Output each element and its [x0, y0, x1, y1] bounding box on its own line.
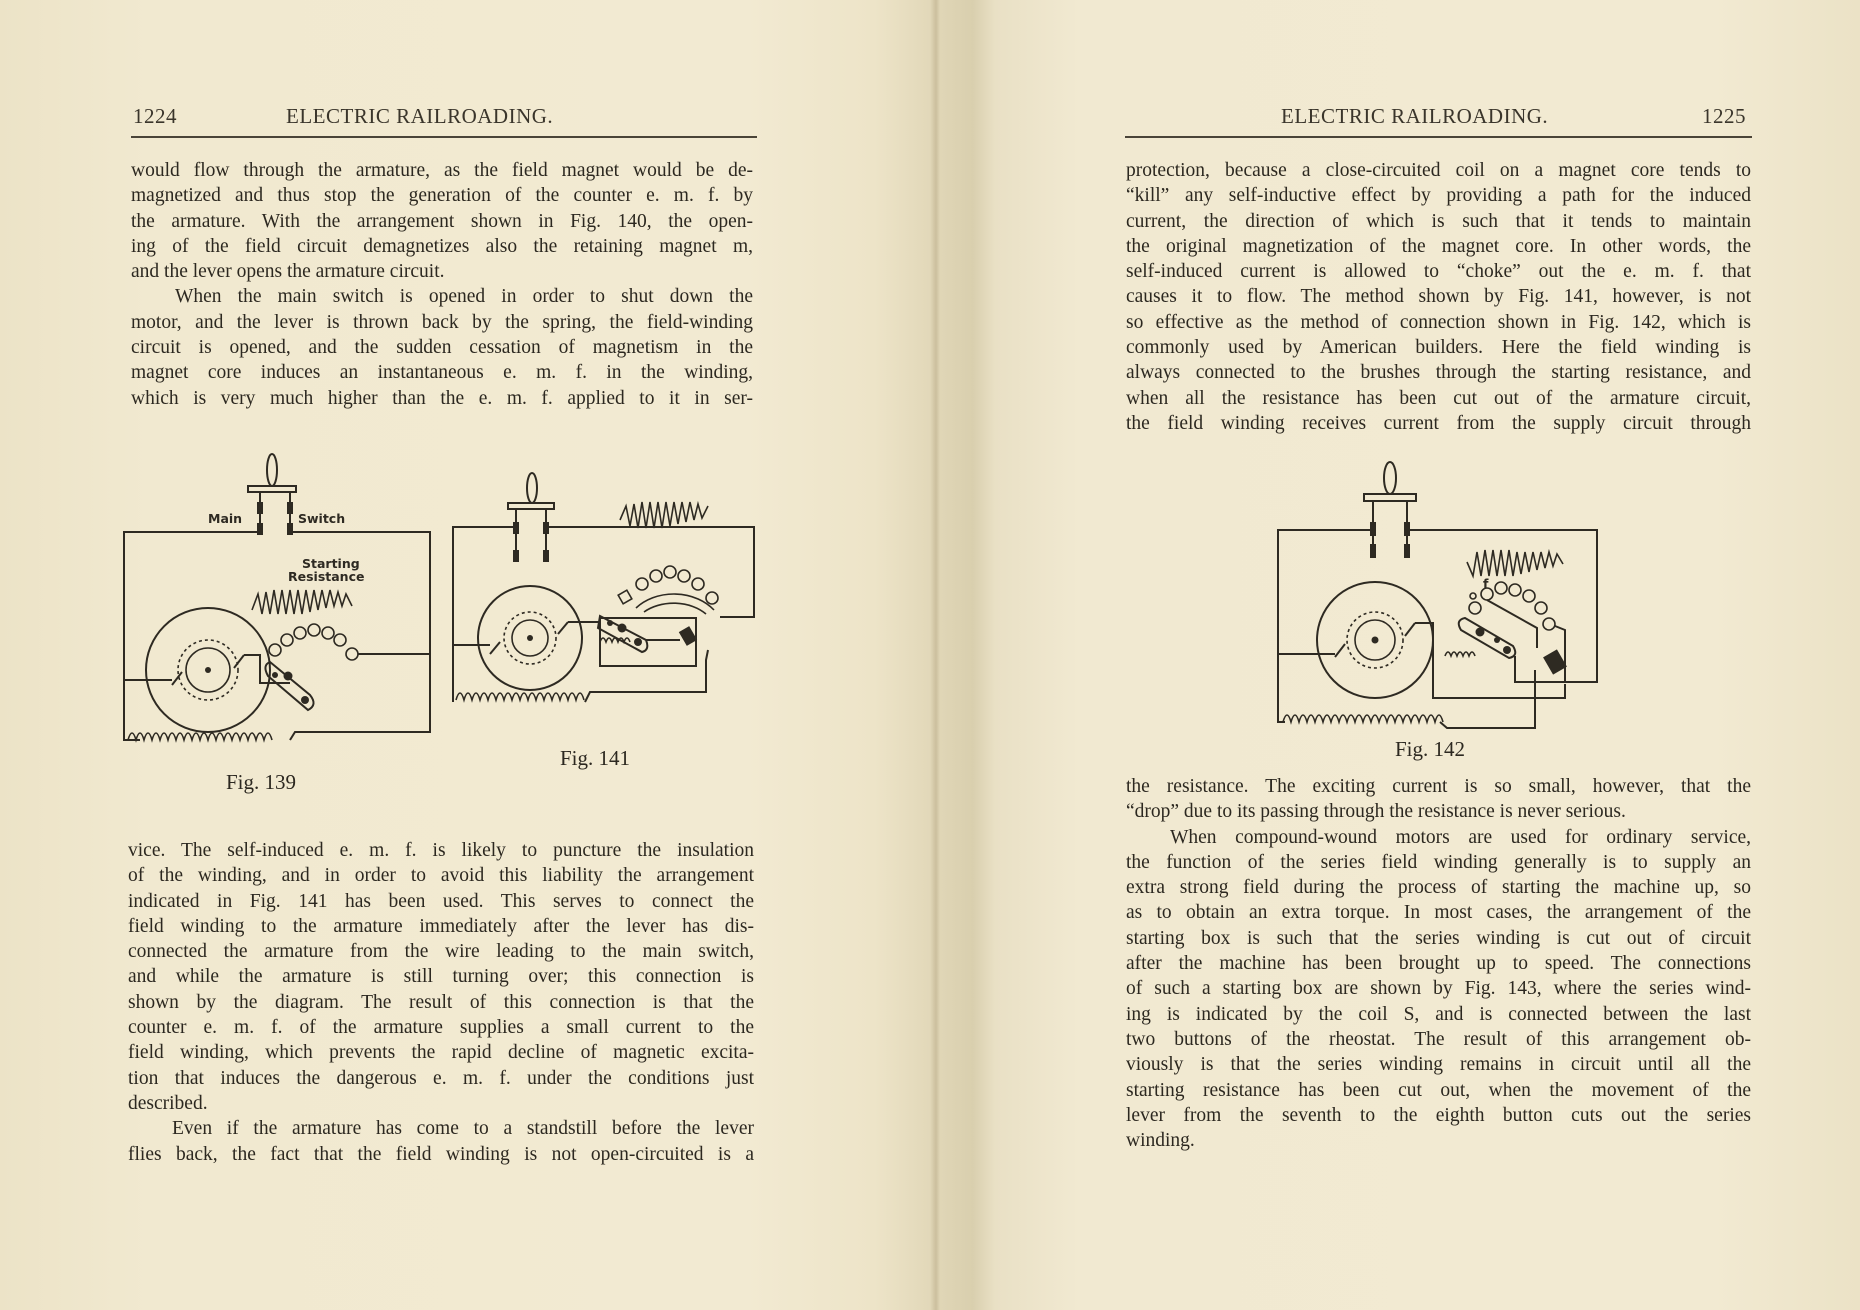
text-line: the function of the series field winding generally is to supply an [1126, 851, 1751, 873]
page-number-left: 1224 [133, 104, 177, 128]
left-bottom-text [128, 838, 754, 1167]
label-starting: Starting [302, 556, 360, 571]
text-line: vice. The self-induced e. m. f. is likely to puncture the insulation [128, 840, 754, 861]
text-line: always connected to the brushes through the starting resistance, and [1126, 362, 1751, 384]
label-switch: Switch [298, 511, 346, 526]
text-line: the armature. With the arrangement shown in Fig. 140, the open- [131, 210, 753, 232]
running-head-left: ELECTRIC RAILROADING. [286, 104, 554, 128]
text-line: the field winding receives current from the supply circuit through [1126, 412, 1751, 434]
text-line: connected the armature from the wire leading to the main switch, [128, 941, 754, 963]
text-line: shown by the diagram. The result of this connection is that the [128, 991, 754, 1013]
left-top-text [131, 158, 753, 411]
text-line: ing is indicated by the coil S, and is connected between the last [1126, 1003, 1751, 1025]
text-line: counter e. m. f. of the armature supplies a small current to the [128, 1017, 754, 1039]
running-head-right: ELECTRIC RAILROADING. [1281, 104, 1549, 128]
text-line: and while the armature is still turning over; this connection is [128, 966, 754, 988]
text-line: tion that induces the dangerous e. m. f. under the conditions just [128, 1067, 754, 1089]
text-line: when all the resistance has been cut out of the armature circuit, [1126, 387, 1751, 409]
text-line: When the main switch is opened in order to shut down the [175, 286, 753, 308]
text-line: magnetized and thus stop the generation of the counter e. m. f. by [131, 185, 753, 207]
text-line: motor, and the lever is thrown back by the spring, the field-winding [131, 311, 753, 333]
text-line: of the winding, and in order to avoid this liability the arrangement [128, 865, 754, 887]
header-rule-right [1125, 136, 1752, 138]
header-rule-left [131, 136, 757, 138]
text-line: of such a starting box are shown by Fig. 143, where the series wind- [1126, 978, 1751, 1000]
figure-139-diagram [120, 440, 420, 780]
text-line: described. [128, 1092, 208, 1114]
text-line: which is very much higher than the e. m. f. applied to it in ser- [131, 387, 753, 409]
text-line: as to obtain an extra torque. In most cases, the arrangement of the [1126, 902, 1751, 924]
book-gutter [930, 0, 940, 1310]
text-line: two buttons of the rheostat. The result of this arrangement ob- [1126, 1028, 1751, 1050]
text-line: would flow through the armature, as the field magnet would be de- [131, 160, 753, 181]
right-page [940, 0, 1860, 1310]
label-resistance: Resistance [288, 569, 365, 584]
text-line: field winding to the armature immediately after the lever has dis- [128, 915, 754, 937]
text-line: and the lever opens the armature circuit. [131, 261, 445, 283]
text-line: the resistance. The exciting current is so small, however, that the [1126, 776, 1751, 797]
figure-139-caption: Fig. 139 [226, 770, 297, 794]
text-line: the original magnetization of the magnet core. In other words, the [1126, 235, 1751, 257]
label-f: f [1483, 576, 1489, 591]
text-line: after the machine has been brought up to speed. The connections [1126, 953, 1751, 975]
figure-142-caption: Fig. 142 [1395, 737, 1466, 761]
text-line: extra strong field during the process of starting the machine up, so [1126, 877, 1751, 899]
text-line: lever from the seventh to the eighth button cuts out the series [1126, 1104, 1751, 1126]
right-bottom-text [1126, 774, 1751, 1153]
figure-141-diagram [450, 470, 760, 750]
text-line: so effective as the method of connection shown in Fig. 142, which is [1126, 311, 1751, 333]
text-line: viously is that the series winding remains in circuit until all the [1126, 1054, 1751, 1076]
right-top-text [1126, 158, 1751, 436]
text-line: starting resistance has been cut out, when the movement of the [1126, 1079, 1751, 1101]
text-line: commonly used by American builders. Here the field winding is [1126, 337, 1751, 359]
figure-142-diagram [1275, 460, 1595, 730]
text-line: self-induced current is allowed to “choke” out the e. m. f. that [1126, 261, 1751, 283]
text-line: starting box is such that the series winding is cut out of circuit [1126, 927, 1751, 949]
text-line: When compound-wound motors are used for ordinary service, [1170, 826, 1751, 848]
text-line: current, the direction of which is such that it tends to maintain [1126, 210, 1751, 232]
text-line: field winding, which prevents the rapid decline of magnetic excita- [128, 1042, 754, 1064]
text-line: Even if the armature has come to a standstill before the lever [172, 1118, 754, 1140]
label-main: Main [208, 511, 243, 526]
text-line: winding. [1126, 1130, 1195, 1152]
text-line: protection, because a close-circuited coil on a magnet core tends to [1126, 160, 1751, 181]
text-line: indicated in Fig. 141 has been used. This serves to connect the [128, 890, 754, 912]
text-line: ing of the field circuit demagnetizes also the retaining magnet m, [131, 235, 753, 257]
figure-141-caption: Fig. 141 [560, 746, 631, 770]
text-line: “kill” any self-inductive effect by providing a path for the induced [1126, 185, 1751, 207]
text-line: flies back, the fact that the field winding is not open-circuited is a [128, 1143, 754, 1165]
text-line: “drop” due to its passing through the resistance is never serious. [1126, 801, 1626, 823]
text-line: circuit is opened, and the sudden cessation of magnetism in the [131, 337, 753, 359]
text-line: causes it to flow. The method shown by Fig. 141, however, is not [1126, 286, 1751, 308]
page-number-right: 1225 [1702, 104, 1746, 128]
text-line: magnet core induces an instantaneous e. m. f. in the winding, [131, 362, 753, 384]
